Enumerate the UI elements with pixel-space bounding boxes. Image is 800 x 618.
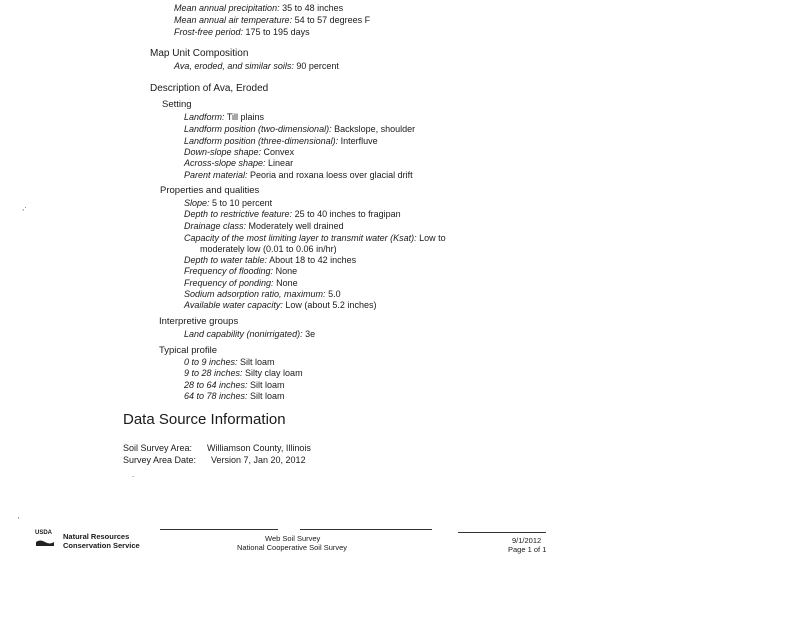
field-value: 5 to 10 percent — [209, 198, 273, 208]
prop-drainage — [184, 221, 344, 232]
map-unit-composition-item — [174, 61, 339, 72]
footer-agency-line2: Conservation Service — [63, 541, 140, 550]
survey-area-date-value: Version 7, Jan 20, 2012 — [211, 455, 306, 465]
setting-parent-material — [184, 170, 413, 181]
properties-heading: Properties and qualities — [160, 185, 260, 196]
field-label: Drainage class: — [184, 221, 247, 231]
field-value: 90 percent — [293, 61, 339, 71]
usda-logo-text: USDA — [35, 530, 53, 536]
survey-area-date-label: Survey Area Date: — [123, 455, 197, 465]
footer-agency-line1: Natural Resources — [63, 532, 130, 541]
footer-center-line2: National Cooperative Soil Survey — [237, 543, 348, 552]
prop-water-table — [184, 255, 356, 266]
field-label: 0 to 9 inches: — [184, 357, 238, 367]
field-value: Till plains — [224, 112, 265, 122]
field-value: Silt loam — [237, 357, 275, 367]
setting-across-slope — [184, 158, 293, 169]
footer-center-line1: Web Soil Survey — [265, 534, 321, 543]
field-label: Depth to restrictive feature: — [184, 209, 293, 219]
field-value: 25 to 40 inches to fragipan — [292, 209, 401, 219]
field-value: None — [273, 266, 298, 276]
setting-position-3d — [184, 136, 378, 147]
field-value: Backslope, shoulder — [331, 124, 416, 134]
usda-logo — [35, 530, 55, 547]
field-value: About 18 to 42 inches — [267, 255, 357, 265]
field-value: Low to — [416, 233, 446, 243]
field-label: Parent material: — [184, 170, 248, 180]
map-unit-composition-heading: Map Unit Composition — [150, 48, 249, 59]
footer-page-number: Page 1 of 1 — [508, 545, 547, 554]
field-value: Moderately well drained — [246, 221, 344, 231]
prop-restrictive — [184, 209, 401, 220]
field-label: Frequency of flooding: — [184, 266, 274, 276]
field-value: Silty clay loam — [242, 368, 303, 378]
climate-air-temperature — [174, 15, 370, 26]
field-label: Across-slope shape: — [184, 158, 266, 168]
field-label: Available water capacity: — [184, 300, 283, 310]
field-value: Silt loam — [247, 391, 285, 401]
description-heading: Description of Ava, Eroded — [150, 83, 269, 94]
footer-rule-center — [300, 529, 432, 530]
prop-ksat-continued: moderately low (0.01 to 0.06 in/hr) — [200, 244, 337, 254]
setting-landform — [184, 112, 264, 123]
field-label: Frost-free period: — [174, 27, 244, 37]
climate-precipitation — [174, 3, 343, 14]
scan-speck: ' — [18, 516, 20, 525]
prop-flooding — [184, 266, 297, 277]
soil-survey-area-label: Soil Survey Area: — [123, 443, 193, 453]
scan-speck: . — [132, 470, 135, 479]
field-label: Depth to water table: — [184, 255, 268, 265]
field-label: Landform: — [184, 112, 225, 122]
prop-slope — [184, 198, 272, 209]
profile-layer-1 — [184, 357, 275, 368]
field-value: Linear — [265, 158, 294, 168]
field-label: 9 to 28 inches: — [184, 368, 243, 378]
soil-survey-area-value: Williamson County, Illinois — [207, 443, 311, 453]
field-label: Landform position (two-dimensional): — [184, 124, 332, 134]
field-label: Ava, eroded, and similar soils: — [174, 61, 294, 71]
profile-layer-4 — [184, 391, 285, 402]
field-label: Down-slope shape: — [184, 147, 262, 157]
field-value: 35 to 48 inches — [279, 3, 344, 13]
scan-speck: ,· — [22, 203, 27, 212]
profile-layer-3 — [184, 380, 285, 391]
field-value: 54 to 57 degrees F — [292, 15, 371, 25]
setting-down-slope — [184, 147, 294, 158]
field-value: 175 to 195 days — [243, 27, 310, 37]
field-label: Landform position (three-dimensional): — [184, 136, 339, 146]
field-value: Convex — [261, 147, 295, 157]
prop-ponding — [184, 278, 298, 289]
profile-layer-2 — [184, 368, 303, 379]
field-value: None — [273, 278, 298, 288]
climate-frost-free — [174, 27, 310, 38]
field-label: Land capability (nonirrigated): — [184, 329, 303, 339]
field-value: Low (about 5.2 inches) — [282, 300, 377, 310]
field-value: Interfluve — [338, 136, 378, 146]
setting-heading: Setting — [162, 99, 192, 110]
field-label: Slope: — [184, 198, 210, 208]
field-value: 5.0 — [325, 289, 341, 299]
field-label: Capacity of the most limiting layer to transmit water (Ksat): — [184, 233, 417, 243]
footer-rule-right — [458, 532, 546, 533]
field-label: Frequency of ponding: — [184, 278, 274, 288]
field-value: Peoria and roxana loess over glacial drift — [247, 170, 413, 180]
field-label: Mean annual precipitation: — [174, 3, 280, 13]
prop-ksat — [184, 233, 446, 244]
field-value: 3e — [302, 329, 316, 339]
setting-position-2d — [184, 124, 415, 135]
prop-awc — [184, 300, 376, 311]
interpretive-heading: Interpretive groups — [159, 316, 239, 327]
footer-date: 9/1/2012 — [512, 536, 542, 545]
field-label: Sodium adsorption ratio, maximum: — [184, 289, 326, 299]
field-value: Silt loam — [247, 380, 285, 390]
profile-heading: Typical profile — [159, 345, 218, 356]
prop-sodium — [184, 289, 341, 300]
footer-rule-left — [160, 529, 278, 530]
field-label: 28 to 64 inches: — [184, 380, 248, 390]
data-source-heading: Data Source Information — [123, 411, 286, 428]
interpretive-land-capability — [184, 329, 315, 340]
field-label: Mean annual air temperature: — [174, 15, 293, 25]
field-label: 64 to 78 inches: — [184, 391, 248, 401]
